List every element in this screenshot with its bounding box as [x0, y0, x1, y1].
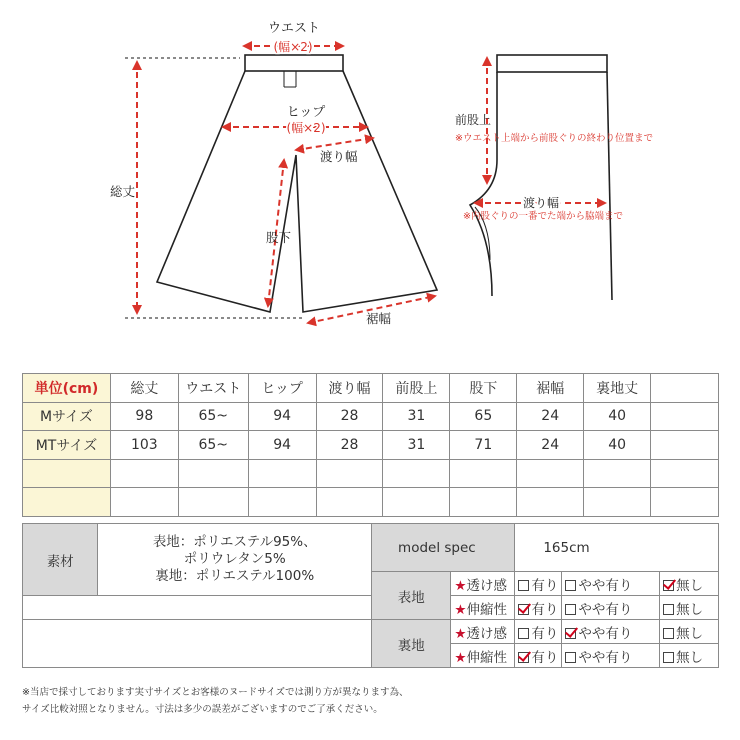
table-cell: 71	[450, 431, 517, 460]
table-row	[23, 402, 719, 431]
thigh-label: 渡り幅	[320, 149, 358, 164]
note-line: ※当店で採寸しております実寸サイズとお客様のヌードサイズでは測り方が異なります為、	[22, 687, 409, 698]
checkbox-icon	[565, 652, 576, 663]
material-label: 素材	[23, 524, 98, 596]
size-table	[22, 373, 719, 517]
checked-checkbox-icon	[663, 580, 674, 591]
attr-name: ★伸縮性	[451, 644, 515, 668]
checked-checkbox-icon	[518, 652, 529, 663]
inseam-label: 股下	[266, 230, 292, 245]
hip-note: (幅×2)	[286, 121, 326, 135]
checkbox-icon	[663, 652, 674, 663]
star-icon: ★	[454, 601, 467, 618]
waistband	[245, 55, 343, 71]
attr-name: ★伸縮性	[451, 596, 515, 620]
table-row	[23, 488, 719, 517]
option: 有り	[515, 572, 562, 596]
rise-note: ※ウエスト上端から前股ぐりの終わり位置まで	[455, 133, 653, 144]
checkbox-icon	[518, 628, 529, 639]
star-icon: ★	[454, 649, 467, 666]
side-seam	[607, 72, 612, 300]
disclaimer-notes	[22, 684, 722, 718]
table-cell: 65~	[178, 402, 248, 431]
model-spec-row	[23, 524, 719, 572]
material-line: 表地：ポリエステル95%、	[152, 534, 317, 550]
checkbox-icon	[565, 580, 576, 591]
waist-label: ウエスト	[267, 21, 321, 36]
option: やや有り	[562, 572, 660, 596]
crotch-curve	[470, 72, 497, 296]
hip-label: ヒップ	[286, 105, 326, 120]
table-cell	[651, 431, 719, 460]
material-line: ポリウレタン5%	[183, 551, 286, 567]
total-length-label: 総丈	[110, 184, 136, 199]
table-cell: 40	[584, 431, 651, 460]
star-icon: ★	[454, 577, 467, 594]
lining-stretch-row	[23, 644, 719, 668]
table-cell: 24	[517, 431, 584, 460]
unit-header: 単位(cm)	[23, 374, 111, 403]
table-cell: 28	[316, 402, 383, 431]
option: やや有り	[562, 620, 660, 644]
size-table-header-row	[23, 374, 719, 403]
column-header: 裾幅	[517, 374, 584, 403]
model-spec-value: 165cm	[515, 524, 719, 572]
table-cell: 94	[248, 431, 316, 460]
checked-checkbox-icon	[518, 604, 529, 615]
star-icon: ★	[454, 625, 467, 642]
lining-sheer-row	[23, 620, 719, 644]
table-cell: 103	[110, 431, 178, 460]
waist-note: (幅×2)	[273, 40, 313, 54]
table-cell: 40	[584, 402, 651, 431]
table-cell: 94	[248, 402, 316, 431]
rise-label: 前股上	[455, 113, 492, 127]
attr-name: ★透け感	[451, 620, 515, 644]
column-header: 裏地丈	[584, 374, 651, 403]
option: 有り	[515, 620, 562, 644]
outer-fabric-label: 表地	[372, 572, 451, 620]
right-thigh-label: 渡り幅	[522, 196, 560, 210]
measurement-diagram-svg	[0, 0, 740, 350]
spec-table	[22, 523, 719, 668]
option: やや有り	[562, 644, 660, 668]
table-row	[23, 431, 719, 460]
table-cell: 98	[110, 402, 178, 431]
option: 無し	[660, 644, 719, 668]
checkbox-icon	[518, 580, 529, 591]
column-header: 総丈	[110, 374, 178, 403]
table-cell: 65	[450, 402, 517, 431]
left-measure-lines	[125, 46, 435, 323]
row-header: Mサイズ	[23, 402, 111, 431]
option: 無し	[660, 572, 719, 596]
table-cell: 31	[383, 402, 450, 431]
table-cell: 28	[316, 431, 383, 460]
outer-stretch-row	[23, 596, 719, 620]
hem-label: 裾幅	[366, 311, 392, 326]
checkbox-icon	[663, 628, 674, 639]
material-text	[98, 524, 372, 596]
row-header: MTサイズ	[23, 431, 111, 460]
option: やや有り	[562, 596, 660, 620]
thigh-note: ※内股ぐりの一番でた端から脇端まで	[463, 211, 623, 222]
right-measure-lines	[475, 58, 605, 203]
table-cell: 24	[517, 402, 584, 431]
checked-checkbox-icon	[565, 628, 576, 639]
checkbox-icon	[663, 604, 674, 615]
column-header: ヒップ	[248, 374, 316, 403]
option: 有り	[515, 596, 562, 620]
option: 無し	[660, 620, 719, 644]
column-header: 股下	[450, 374, 517, 403]
column-header: 渡り幅	[316, 374, 383, 403]
table-cell	[651, 402, 719, 431]
row-header	[23, 488, 111, 517]
model-spec-label: model spec	[372, 524, 515, 572]
table-row	[23, 459, 719, 488]
checkbox-icon	[565, 604, 576, 615]
row-header	[23, 459, 111, 488]
culotte-side-view	[470, 55, 612, 300]
attr-name: ★透け感	[451, 572, 515, 596]
measurement-diagram	[0, 0, 740, 350]
culotte-front-view	[157, 55, 437, 312]
material-line: 裏地：ポリエステル100%	[155, 568, 315, 584]
lining-fabric-label: 裏地	[372, 620, 451, 668]
option: 有り	[515, 644, 562, 668]
note-line: サイズ比較対照となりません。寸法は多少の誤差がございますのでご了承ください。	[22, 704, 383, 715]
side-waistband	[497, 55, 607, 72]
column-header: ウエスト	[178, 374, 248, 403]
table-cell: 65~	[178, 431, 248, 460]
table-cell: 31	[383, 431, 450, 460]
option: 無し	[660, 596, 719, 620]
column-header	[651, 374, 719, 403]
column-header: 前股上	[383, 374, 450, 403]
